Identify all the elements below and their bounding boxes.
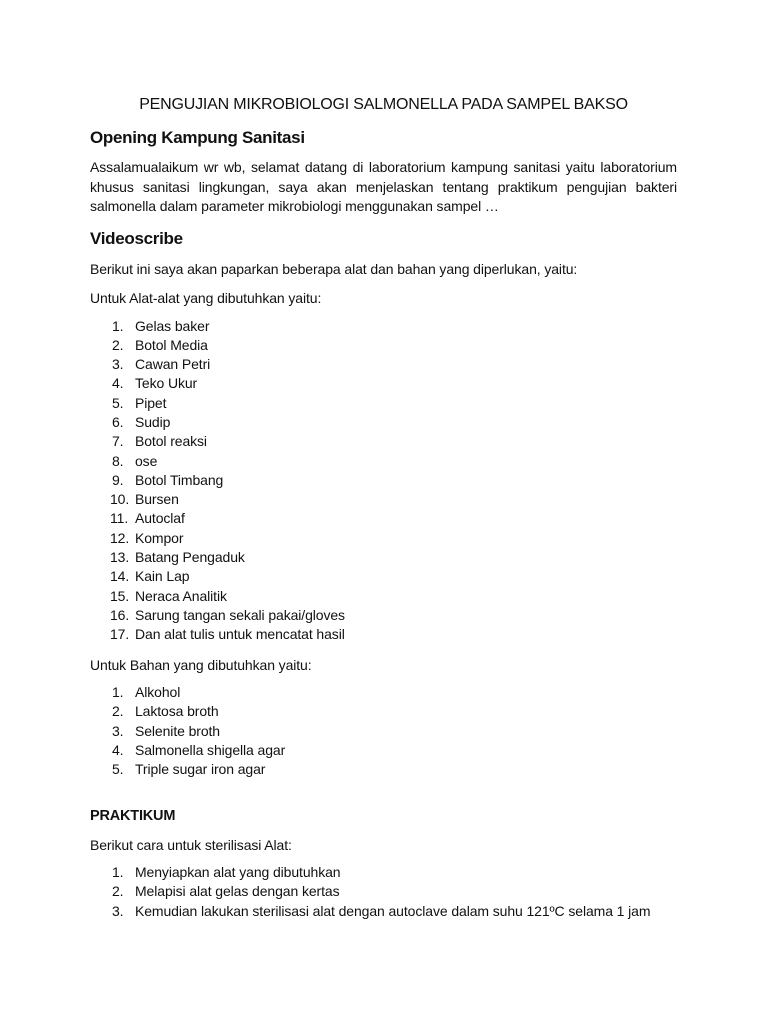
list-number: 9. xyxy=(112,471,124,488)
list-number: 2. xyxy=(112,703,124,720)
list-number: 2. xyxy=(112,336,124,353)
section-heading-videoscribe: Videoscribe xyxy=(90,228,183,248)
list-number: 14. xyxy=(110,568,130,585)
list-number: 1. xyxy=(112,864,124,881)
list-item-text: Gelas baker xyxy=(135,317,210,334)
list-number: 5. xyxy=(112,394,124,411)
tool-item xyxy=(90,374,677,393)
list-number: 17. xyxy=(110,626,130,643)
tool-item xyxy=(90,336,677,355)
list-number: 1. xyxy=(112,684,124,701)
list-item-text: Laktosa broth xyxy=(135,703,219,720)
list-number: 16. xyxy=(110,606,130,623)
sterilization-step xyxy=(90,863,677,882)
materials-intro: Untuk Bahan yang dibutuhkan yaitu: xyxy=(90,656,312,673)
list-number: 6. xyxy=(112,413,124,430)
list-number: 15. xyxy=(110,587,130,604)
material-item xyxy=(90,683,677,702)
material-item xyxy=(90,760,677,779)
list-item-text: Sudip xyxy=(135,413,171,430)
list-number: 4. xyxy=(112,375,124,392)
list-item-text: Selenite broth xyxy=(135,722,220,739)
list-number: 3. xyxy=(112,722,124,739)
list-item-text: Autoclaf xyxy=(135,510,185,527)
list-number: 13. xyxy=(110,549,130,566)
list-item-text: Neraca Analitik xyxy=(135,587,227,604)
list-item-text: Kain Lap xyxy=(135,568,190,585)
sterilization-intro: Berikut cara untuk sterilisasi Alat: xyxy=(90,836,292,853)
list-number: 4. xyxy=(112,741,124,758)
list-item-text: Kompor xyxy=(135,529,184,546)
list-number: 10. xyxy=(110,491,130,508)
tool-item xyxy=(90,625,677,644)
material-item xyxy=(90,722,677,741)
sterilization-step xyxy=(90,882,677,901)
document-title: PENGUJIAN MIKROBIOLOGI SALMONELLA PADA SAMPEL BAKSO xyxy=(139,96,628,113)
list-item-text: Triple sugar iron agar xyxy=(135,761,266,778)
opening-paragraph: Assalamualaikum wr wb, selamat datang di laboratorium kampung sanitasi yaitu laboratorium khusus sanitasi lingkungan, saya akan menjelaskan tentang praktikum pengujian bakteri salmonella dalam parameter mikrobiologi menggunakan sampel … xyxy=(90,159,677,214)
tool-item xyxy=(90,317,677,336)
list-item-text: Pipet xyxy=(135,394,167,411)
list-item-text: Bursen xyxy=(135,491,179,508)
tools-intro: Untuk Alat-alat yang dibutuhkan yaitu: xyxy=(90,290,322,306)
list-item-text: ose xyxy=(135,452,158,469)
list-number: 7. xyxy=(112,433,124,450)
tool-item xyxy=(90,509,677,528)
list-item-text: Melapisi alat gelas dengan kertas xyxy=(135,883,340,900)
list-item-text: Dan alat tulis untuk mencatat hasil xyxy=(135,626,345,643)
tool-item xyxy=(90,529,677,548)
list-item-text: Botol Media xyxy=(135,336,208,353)
section-heading-praktikum: PRAKTIKUM xyxy=(90,807,176,824)
tool-item xyxy=(90,548,677,567)
list-item-text: Alkohol xyxy=(135,684,181,701)
tool-item xyxy=(90,587,677,606)
list-number: 8. xyxy=(112,452,124,469)
material-item xyxy=(90,741,677,760)
tool-item xyxy=(90,394,677,413)
tool-item xyxy=(90,413,677,432)
list-item-text: Cawan Petri xyxy=(135,356,211,373)
list-item-text: Salmonella shigella agar xyxy=(135,741,286,758)
document-body xyxy=(90,94,677,921)
list-item-text: Kemudian lakukan sterilisasi alat dengan autoclave dalam suhu 121ºC selama 1 jam xyxy=(135,902,651,919)
list-number: 11. xyxy=(110,510,129,527)
list-number: 2. xyxy=(112,883,124,900)
tool-item xyxy=(90,355,677,374)
tool-item xyxy=(90,567,677,586)
intro-paragraph: Berikut ini saya akan paparkan beberapa alat dan bahan yang diperlukan, yaitu: xyxy=(90,260,578,277)
list-item-text: Batang Pengaduk xyxy=(135,549,245,566)
materials-list xyxy=(90,683,677,779)
list-number: 3. xyxy=(112,356,124,373)
tools-list xyxy=(90,317,677,645)
sterilization-steps-list xyxy=(90,863,677,921)
list-item-text: Menyiapkan alat yang dibutuhkan xyxy=(135,864,341,881)
list-number: 12. xyxy=(110,529,130,546)
list-number: 3. xyxy=(112,902,124,919)
tool-item xyxy=(90,490,677,509)
sterilization-step xyxy=(90,902,677,921)
list-item-text: Botol reaksi xyxy=(135,433,207,450)
section-heading-opening: Opening Kampung Sanitasi xyxy=(90,128,305,147)
list-item-text: Botol Timbang xyxy=(135,471,224,488)
list-item-text: Sarung tangan sekali pakai/gloves xyxy=(135,606,345,623)
tool-item xyxy=(90,606,677,625)
list-number: 5. xyxy=(112,761,124,778)
tool-item xyxy=(90,432,677,451)
tool-item xyxy=(90,452,677,471)
list-number: 1. xyxy=(112,317,124,334)
material-item xyxy=(90,702,677,721)
tool-item xyxy=(90,471,677,490)
list-item-text: Teko Ukur xyxy=(135,375,198,392)
